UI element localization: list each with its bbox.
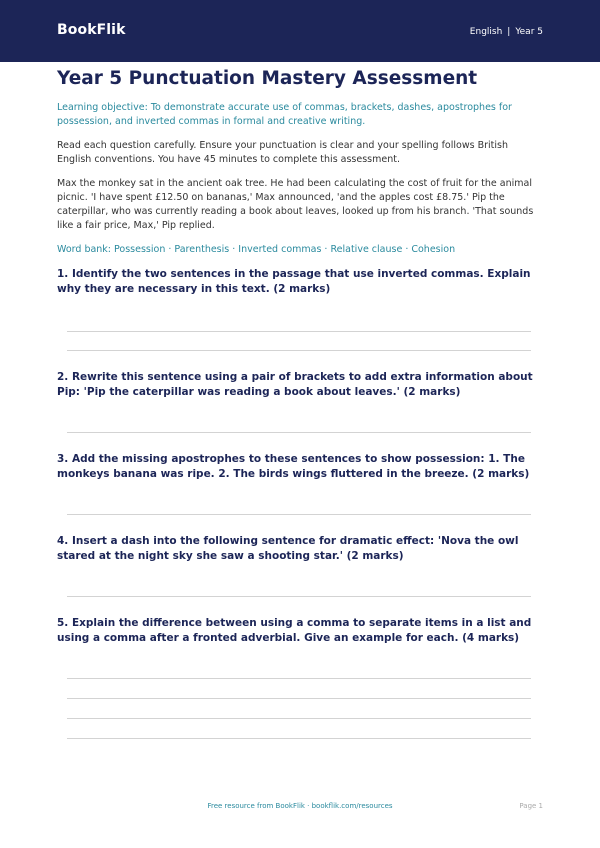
- question-text: 4. Insert a dash into the following sentence for dramatic effect: 'Nova the owl stared at the night sky she saw a shooting star.' (2 marks): [57, 535, 519, 562]
- learning-objective: Learning objective: To demonstrate accurate use of commas, brackets, dashes, apostrophes for possession, and inverted commas in formal and creative writing.: [57, 102, 512, 127]
- answer-line[interactable]: [67, 738, 531, 739]
- question-4: [57, 534, 543, 564]
- answer-line[interactable]: [67, 698, 531, 699]
- question-text: 2. Rewrite this sentence using a pair of brackets to add extra information about Pip: 'Pip the caterpillar was reading a book about leaves.' (2 marks): [57, 371, 533, 398]
- year-label: Year 5: [515, 27, 543, 37]
- question-1: [57, 267, 543, 297]
- intro-section: [57, 62, 543, 257]
- answer-line[interactable]: [67, 331, 531, 332]
- answer-line[interactable]: [67, 432, 531, 433]
- header-meta: [470, 27, 543, 37]
- question-2: [57, 370, 543, 400]
- answer-line[interactable]: [67, 678, 531, 679]
- answer-line[interactable]: [67, 514, 531, 515]
- answer-line[interactable]: [67, 350, 531, 351]
- question-text: 1. Identify the two sentences in the passage that use inverted commas. Explain why they are necessary in this text. (2 marks): [57, 268, 531, 295]
- reading-passage: Max the monkey sat in the ancient oak tree. He had been calculating the cost of fruit for the animal picnic. 'I have spent £12.50 on bananas,' Max announced, 'and the apples cost £8.75.' Pip the caterpillar, who was currently reading a book about leaves, looked up from his branch. 'That sounds like a fair price, Max,' Pip replied.: [57, 178, 534, 231]
- question-text: 5. Explain the difference between using a comma to separate items in a list and using a comma after a fronted adverbial. Give an example for each. (4 marks): [57, 617, 532, 644]
- page-header: [0, 0, 600, 62]
- subject-label: English: [469, 27, 503, 37]
- question-text: 3. Add the missing apostrophes to these sentences to show possession: 1. The monkeys banana was ripe. 2. The birds wings fluttered in the breeze. (2 marks): [57, 453, 530, 480]
- question-5: [57, 616, 543, 646]
- answer-line[interactable]: [67, 596, 531, 597]
- instructions: Read each question carefully. Ensure your punctuation is clear and your spelling follows British English conventions. You have 45 minutes to complete this assessment.: [57, 140, 508, 165]
- footer-link[interactable]: Free resource from BookFlik · bookflik.com/resources: [207, 802, 393, 810]
- page-title: Year 5 Punctuation Mastery Assessment: [57, 68, 478, 89]
- brand-logo[interactable]: BookFlik: [57, 22, 126, 38]
- page-number: Page 1: [519, 802, 543, 810]
- header-separator: |: [507, 27, 511, 37]
- word-bank: Word bank: Possession · Parenthesis · Inverted commas · Relative clause · Cohesion: [57, 244, 456, 255]
- answer-line[interactable]: [67, 718, 531, 719]
- question-3: [57, 452, 543, 482]
